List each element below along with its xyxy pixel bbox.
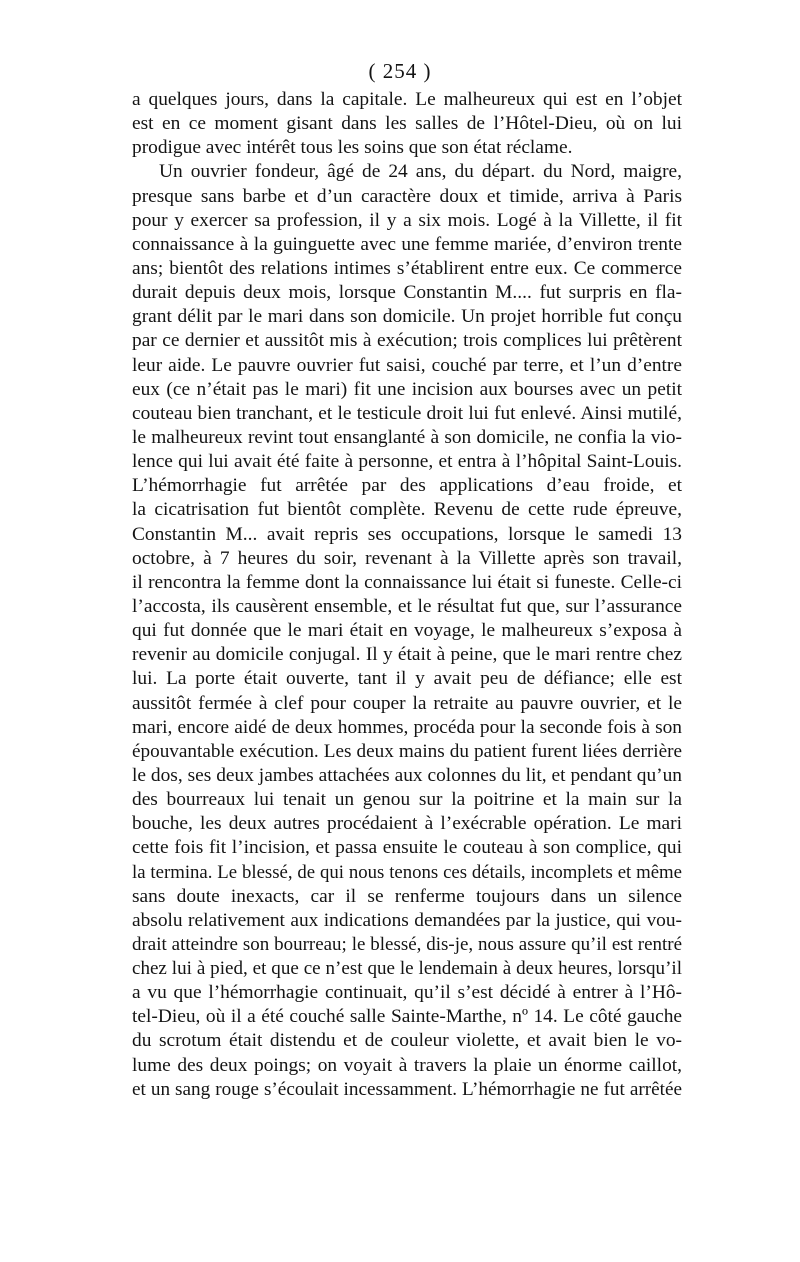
text-line: eux (ce n’était pas le mari) fit une incision aux bourses avec un petit xyxy=(132,378,682,400)
text-line: prodigue avec intérêt tous les soins que son état réclame. xyxy=(132,137,573,159)
text-line: sans doute inexacts, car il se renferme toujours dans un silence xyxy=(132,885,682,907)
text-line: lui. La porte était ouverte, tant il y avait peu de défiance; elle est xyxy=(132,668,682,690)
text-line: des bourreaux lui tenait un genou sur la poitrine et la main sur la xyxy=(132,789,682,811)
text-line: ans; bientôt des relations intimes s’établirent entre eux. Ce commerce xyxy=(132,257,682,279)
text-line: cette fois fit l’incision, et passa ensuite le couteau à son complice, qui xyxy=(132,837,682,859)
text-line: lence qui lui avait été faite à personne, et entra à l’hôpital Saint-Louis. xyxy=(132,451,682,473)
text-line: chez lui à pied, et que ce n’est que le lendemain à deux heures, lorsqu’il xyxy=(132,958,682,980)
text-line: la termina. Le blessé, de qui nous tenons ces détails, incomplets et même xyxy=(132,861,682,883)
text-line: du scrotum était distendu et de couleur violette, et avait bien le vo- xyxy=(132,1030,682,1052)
text-line: pour y exercer sa profession, il y a six mois. Logé à la Villette, il fit xyxy=(132,209,682,231)
text-line: durait depuis deux mois, lorsque Constantin M.... fut surpris en fla- xyxy=(132,282,682,304)
text-line: absolu relativement aux indications demandées par la justice, qui vou- xyxy=(132,909,682,931)
text-line: et un sang rouge s’écoulait incessamment. L’hémorrhagie ne fut arrêtée xyxy=(132,1078,682,1100)
text-line: drait atteindre son bourreau; le blessé, dis-je, nous assure qu’il est rentré xyxy=(132,933,682,955)
paragraph-start-line: Un ouvrier fondeur, âgé de 24 ans, du départ. du Nord, maigre, xyxy=(159,161,682,183)
text-line: lume des deux poings; on voyait à travers la plaie un énorme caillot, xyxy=(132,1054,682,1076)
text-line: leur aide. Le pauvre ouvrier fut saisi, couché par terre, et l’un d’entre xyxy=(132,354,682,376)
text-line: a quelques jours, dans la capitale. Le malheureux qui est en l’objet xyxy=(132,89,682,110)
text-line: bouche, les deux autres procédaient à l’exécrable opération. Le mari xyxy=(132,813,682,835)
text-line: par ce dernier et aussitôt mis à exécution; trois complices lui prêtèrent xyxy=(132,330,682,352)
text-line: mari, encore aidé de deux hommes, procéda pour la seconde fois à son xyxy=(132,716,682,738)
text-line: connaissance à la guinguette avec une femme mariée, d’environ trente xyxy=(132,233,682,255)
body-text xyxy=(132,88,682,1102)
text-line: aussitôt fermée à clef pour couper la retraite au pauvre ouvrier, et le xyxy=(132,692,682,714)
text-line: l’accosta, ils causèrent ensemble, et le résultat fut que, sur l’assurance xyxy=(132,595,682,617)
text-line: il rencontra la femme dont la connaissance lui était si funeste. Celle-ci xyxy=(132,571,682,593)
text-line: Constantin M... avait repris ses occupations, lorsque le samedi 13 xyxy=(132,523,682,545)
text-line: revenir au domicile conjugal. Il y était à peine, que le mari rentre chez xyxy=(132,644,682,666)
text-line: est en ce moment gisant dans les salles de l’Hôtel-Dieu, où on lui xyxy=(132,113,682,135)
text-line: le malheureux revint tout ensanglanté à son domicile, ne confia la vio- xyxy=(132,426,682,448)
text-line: tel-Dieu, où il a été couché salle Sainte-Marthe, nº 14. Le côté gauche xyxy=(132,1006,682,1028)
text-line: le dos, ses deux jambes attachées aux colonnes du lit, et pendant qu’un xyxy=(132,764,682,786)
text-line: épouvantable exécution. Les deux mains du patient furent liées derrière xyxy=(132,740,682,762)
text-line: a vu que l’hémorrhagie continuait, qu’il s’est décidé à entrer à l’Hô- xyxy=(132,982,682,1004)
text-line: grant délit par le mari dans son domicile. Un projet horrible fut conçu xyxy=(132,306,682,328)
text-line: couteau bien tranchant, et le testicule droit lui fut enlevé. Ainsi mutilé, xyxy=(132,402,682,424)
page-number: ( 254 ) xyxy=(368,59,432,83)
text-line: L’hémorrhagie fut arrêtée par des applications d’eau froide, et xyxy=(132,475,682,497)
text-line: la cicatrisation fut bientôt complète. Revenu de cette rude épreuve, xyxy=(132,499,682,521)
text-line: presque sans barbe et d’un caractère doux et timide, arriva à Paris xyxy=(132,185,682,207)
text-line: octobre, à 7 heures du soir, revenant à la Villette après son travail, xyxy=(132,547,682,569)
text-line: qui fut donnée que le mari était en voyage, le malheureux s’exposa à xyxy=(132,620,682,642)
